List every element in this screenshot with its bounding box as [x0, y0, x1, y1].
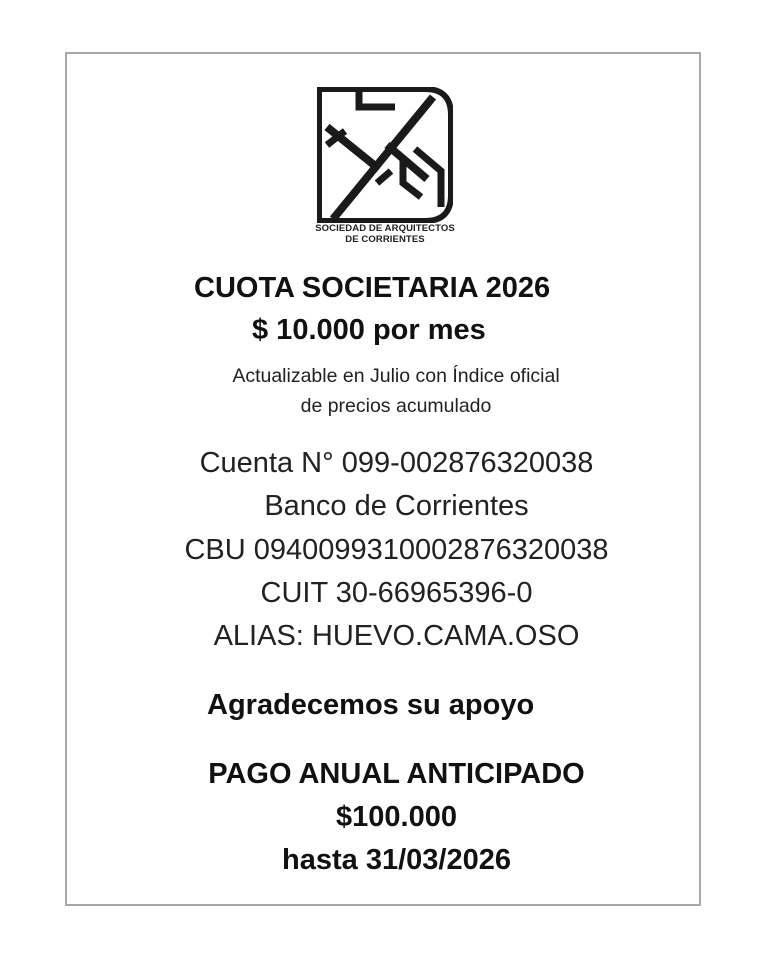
account-number: Cuenta N° 099-002876320038: [199, 447, 594, 479]
fee-amount: $ 10.000 por mes: [252, 314, 486, 346]
organization-name-line1: SOCIEDAD DE ARQUITECTOS: [315, 223, 455, 234]
account-alias: ALIAS: HUEVO.CAMA.OSO: [213, 620, 580, 652]
fee-note-line2: de precios acumulado: [300, 395, 492, 417]
fee-title: CUOTA SOCIETARIA 2026: [194, 272, 551, 304]
organization-name-line2: DE CORRIENTES: [345, 234, 425, 245]
fee-note-line1: Actualizable en Julio con Índice oficial: [232, 365, 560, 387]
annual-payment-deadline: hasta 31/03/2026: [282, 844, 511, 876]
annual-payment-amount: $100.000: [336, 801, 457, 833]
cbu-number: CBU 0940099310002876320038: [184, 534, 609, 566]
thanks-message: Agradecemos su apoyo: [207, 689, 535, 721]
organization-name: [287, 223, 483, 245]
bank-name: Banco de Corrientes: [264, 490, 529, 522]
annual-payment-title: PAGO ANUAL ANTICIPADO: [208, 758, 585, 790]
cuit-number: CUIT 30-66965396-0: [260, 577, 533, 609]
society-logo-icon: [317, 87, 453, 223]
